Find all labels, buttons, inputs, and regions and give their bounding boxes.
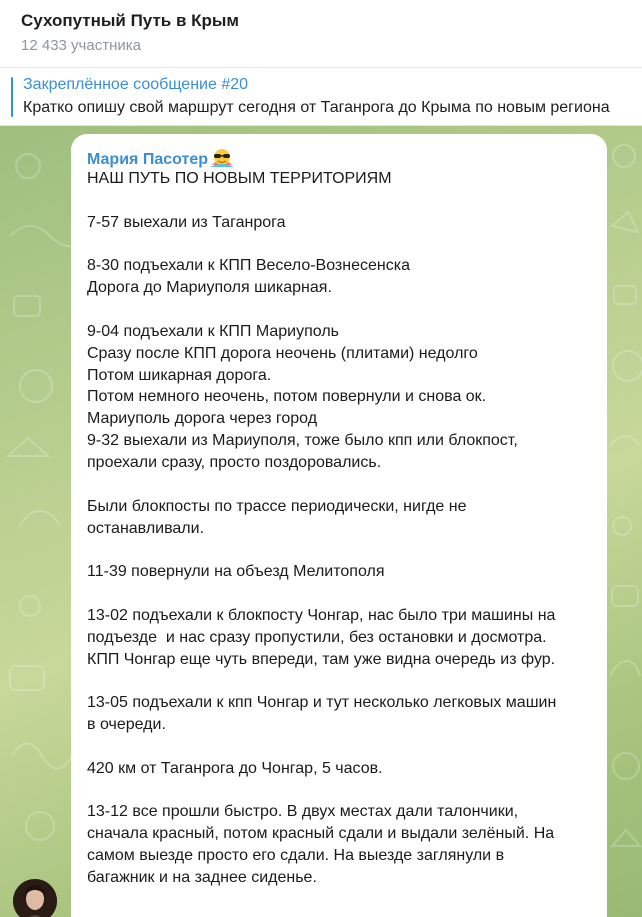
pinned-accent-bar (11, 77, 13, 117)
chat-header[interactable] (0, 0, 642, 68)
author-name: Мария Пасотер (87, 151, 208, 168)
pinned-message-preview: Кратко опишу свой маршрут сегодня от Таганрога до Крыма по новым региона (23, 99, 610, 116)
sender-avatar[interactable] (13, 879, 57, 917)
sunglasses-beach-emoji-icon (210, 147, 234, 167)
message-text: НАШ ПУТЬ ПО НОВЫМ ТЕРРИТОРИЯМ 7-57 выехали из Таганрога 8-30 подъехали к КПП Весело-Вознесенска Дорога до Мариуполя шикарная. 9-04 подъехали к КПП Мариуполь Сразу после КПП дорога неочень (плитами) недолго Потом шикарная дорога. Потом немного неочень, потом повернули и снова ок. Мариуполь дорога через город 9-32 выехали из Мариуполя, тоже было кпп или блокпост, проехали сразу, просто поздоровались. Были блокпосты по трассе периодически, нигде не останавливали. 11-39 повернули на объезд Мелитополя 13-02 подъехали к блокпосту Чонгар, нас было три машины на подъезде и нас сразу пропустили, без остановки и досмотра. КПП Чонгар еще чуть впереди, там уже видна очередь из фур. 13-05 подъехали к кпп Чонгар и тут несколько легковых машин в очереди. 420 км от Таганрога до Чонгар, 5 часов. 13-12 все прошли быстро. В двух местах дали талончики, сначала красный, потом красный сдали и выдали зелёный. На самом выезде просто его сдали. На выезде заглянули в багажник и на заднее сиденье. (87, 170, 557, 886)
pinned-message-bar[interactable] (0, 68, 642, 126)
avatar-portrait-icon (13, 879, 57, 917)
pinned-message-title: Закреплённое сообщение #20 (23, 76, 249, 93)
chat-title: Сухопутный Путь в Крым (21, 11, 239, 30)
chat-area[interactable] (0, 126, 642, 917)
member-count: 12 433 участника (21, 37, 141, 54)
message-author[interactable] (87, 147, 591, 169)
message-bubble[interactable] (71, 134, 607, 917)
